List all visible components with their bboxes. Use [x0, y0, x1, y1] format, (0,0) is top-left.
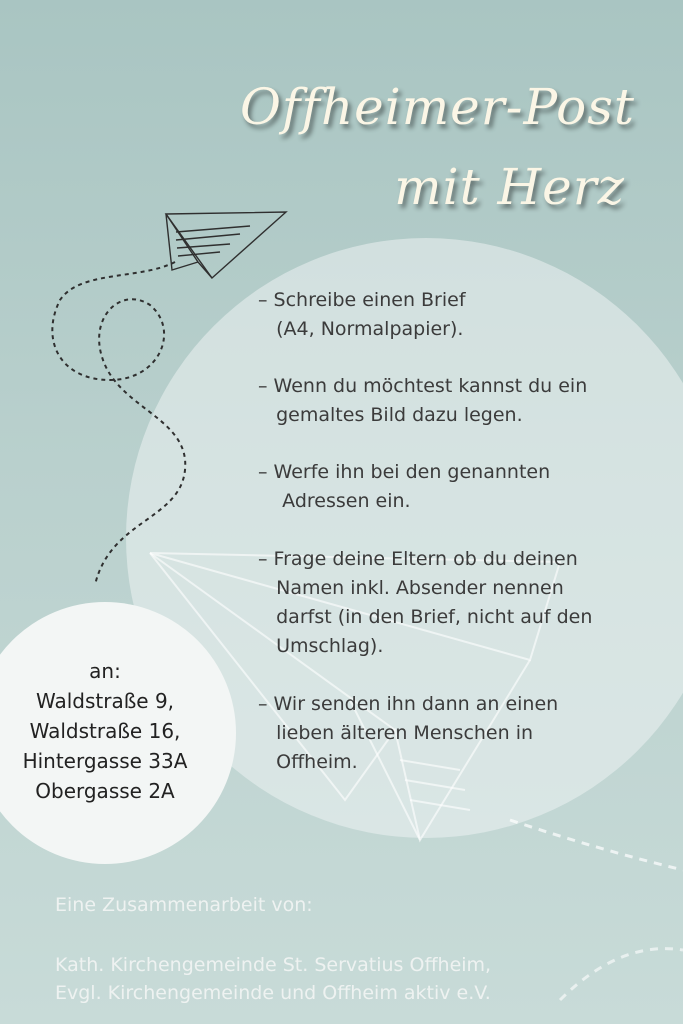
step-text: – Wir senden ihn dann an einen: [258, 693, 559, 715]
step-text: Namen inkl. Absender nennen: [258, 577, 564, 599]
footer-intro: Eine Zusammenarbeit von:: [55, 894, 313, 916]
step-text: Adressen ein.: [258, 490, 411, 512]
step-text: – Schreibe einen Brief: [258, 289, 466, 311]
step-write-letter: [258, 286, 466, 344]
step-forward-letter: [258, 690, 558, 777]
page-title-line-1: Offheimer-Post: [239, 78, 635, 136]
step-text: – Wenn du möchtest kannst du ein: [258, 375, 588, 397]
step-text: darfst (in den Brief, nicht auf den: [258, 606, 593, 628]
step-text: (A4, Normalpapier).: [258, 318, 464, 340]
step-add-picture: [258, 372, 587, 430]
step-ask-parents: [258, 545, 592, 661]
page-title-line-2: mit Herz: [394, 158, 625, 216]
step-text: lieben älteren Menschen in: [258, 722, 534, 744]
step-drop-off: [258, 458, 550, 516]
step-text: – Frage deine Eltern ob du deinen: [258, 548, 578, 570]
step-text: Umschlag).: [258, 635, 384, 657]
step-text: gemaltes Bild dazu legen.: [258, 404, 523, 426]
address-label: an:: [89, 659, 121, 683]
address-line: Waldstraße 9,: [35, 689, 175, 713]
footer-partner-line-1: Kath. Kirchengemeinde St. Servatius Offheim,: [55, 954, 492, 976]
step-text: Offheim.: [258, 751, 358, 773]
footer-partner-line-2: Evgl. Kirchengemeinde und Offheim aktiv e.V.: [55, 982, 491, 1004]
address-block: [0, 656, 210, 806]
address-line: Hintergasse 33A: [22, 749, 188, 773]
step-text: – Werfe ihn bei den genannten: [258, 461, 551, 483]
address-line: Waldstraße 16,: [29, 719, 181, 743]
address-line: Obergasse 2A: [35, 779, 175, 803]
